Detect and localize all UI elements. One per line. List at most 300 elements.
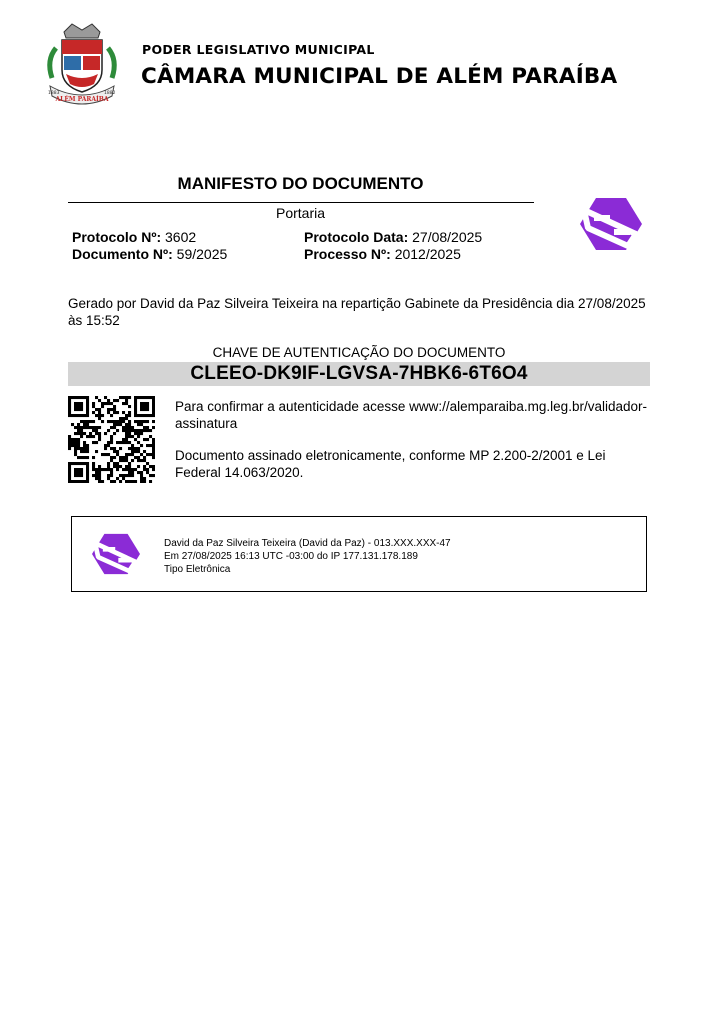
qr-module	[152, 456, 155, 459]
qr-module	[128, 420, 131, 423]
qr-module	[68, 462, 71, 465]
qr-module	[113, 408, 116, 411]
qr-module	[68, 411, 71, 414]
qr-module	[152, 474, 155, 477]
qr-module	[68, 414, 71, 417]
qr-module	[113, 462, 116, 465]
qr-module	[101, 480, 104, 483]
qr-module	[152, 414, 155, 417]
qr-module	[137, 441, 140, 444]
qr-module	[92, 462, 95, 465]
qr-module	[122, 459, 125, 462]
org-subtitle: PODER LEGISLATIVO MUNICIPAL	[142, 42, 375, 57]
qr-module	[134, 468, 137, 471]
qr-module	[80, 450, 83, 453]
qr-module	[77, 423, 80, 426]
qr-module	[152, 438, 155, 441]
qr-module	[152, 420, 155, 423]
qr-module	[77, 456, 80, 459]
title-divider	[68, 202, 534, 203]
qr-module	[95, 426, 98, 429]
qr-module	[95, 477, 98, 480]
qr-module	[83, 480, 86, 483]
qr-module	[68, 468, 71, 471]
qr-module	[110, 426, 113, 429]
qr-module	[77, 396, 80, 399]
qr-module	[107, 420, 110, 423]
qr-module	[77, 462, 80, 465]
qr-module	[140, 444, 143, 447]
qr-module	[143, 396, 146, 399]
qr-module	[83, 444, 86, 447]
documento-value: 59/2025	[172, 246, 228, 262]
qr-module	[137, 450, 140, 453]
qr-module	[137, 429, 140, 432]
qr-module	[110, 471, 113, 474]
qr-module	[140, 420, 143, 423]
qr-module	[92, 441, 95, 444]
qr-module	[125, 426, 128, 429]
qr-module	[146, 429, 149, 432]
protocolo-value: 3602	[161, 229, 197, 245]
qr-module	[149, 444, 152, 447]
qr-module	[119, 447, 122, 450]
qr-module	[134, 414, 137, 417]
qr-module	[74, 396, 77, 399]
qr-module	[143, 465, 146, 468]
qr-module	[71, 414, 74, 417]
qr-module	[101, 468, 104, 471]
qr-module	[98, 438, 101, 441]
processo-field	[304, 246, 461, 262]
qr-module	[68, 447, 71, 450]
qr-module	[89, 426, 92, 429]
org-title: CÂMARA MUNICIPAL DE ALÉM PARAÍBA	[141, 64, 618, 89]
qr-module	[80, 474, 83, 477]
qr-module	[128, 474, 131, 477]
qr-module	[86, 414, 89, 417]
qr-module	[92, 465, 95, 468]
qr-module	[152, 444, 155, 447]
qr-module	[128, 441, 131, 444]
qr-module	[143, 459, 146, 462]
qr-module	[107, 474, 110, 477]
qr-module	[122, 441, 125, 444]
qr-module	[152, 426, 155, 429]
qr-module	[149, 474, 152, 477]
qr-module	[74, 444, 77, 447]
brand-logo-icon	[580, 198, 642, 250]
qr-module	[83, 423, 86, 426]
qr-module	[125, 459, 128, 462]
processo-label: Processo Nº:	[304, 246, 391, 262]
qr-module	[113, 450, 116, 453]
qr-module	[68, 465, 71, 468]
qr-module	[137, 396, 140, 399]
qr-module	[119, 480, 122, 483]
qr-module	[77, 414, 80, 417]
qr-module	[131, 429, 134, 432]
qr-module	[134, 396, 137, 399]
qr-module	[80, 447, 83, 450]
qr-module	[113, 399, 116, 402]
qr-module	[128, 468, 131, 471]
qr-module	[86, 405, 89, 408]
qr-module	[92, 429, 95, 432]
qr-module	[86, 450, 89, 453]
qr-module	[134, 402, 137, 405]
qr-module	[128, 462, 131, 465]
qr-module	[86, 399, 89, 402]
qr-module	[98, 411, 101, 414]
qr-module	[149, 429, 152, 432]
qr-module	[74, 438, 77, 441]
qr-module	[83, 396, 86, 399]
qr-module	[101, 420, 104, 423]
qr-module	[77, 408, 80, 411]
qr-module	[104, 402, 107, 405]
qr-module	[77, 444, 80, 447]
qr-module	[95, 441, 98, 444]
qr-module	[104, 453, 107, 456]
qr-module	[74, 414, 77, 417]
qr-module	[128, 414, 131, 417]
qr-module	[92, 402, 95, 405]
signature-timestamp: Em 27/08/2025 16:13 UTC -03:00 do IP 177.131.178.189	[164, 551, 418, 562]
qr-module	[80, 468, 83, 471]
qr-module	[110, 441, 113, 444]
qr-module	[86, 474, 89, 477]
qr-module	[95, 414, 98, 417]
qr-module	[107, 468, 110, 471]
qr-module	[86, 435, 89, 438]
qr-module	[80, 456, 83, 459]
qr-module	[107, 465, 110, 468]
qr-module	[140, 396, 143, 399]
coat-year-left: 1883	[48, 91, 60, 96]
qr-module	[86, 447, 89, 450]
qr-module	[134, 456, 137, 459]
qr-module	[110, 408, 113, 411]
qr-module	[146, 444, 149, 447]
qr-module	[131, 471, 134, 474]
qr-module	[95, 471, 98, 474]
qr-module	[95, 396, 98, 399]
qr-module	[74, 453, 77, 456]
qr-module	[143, 477, 146, 480]
qr-module	[95, 474, 98, 477]
qr-module	[80, 429, 83, 432]
qr-module	[71, 480, 74, 483]
qr-module	[143, 408, 146, 411]
qr-module	[116, 453, 119, 456]
qr-module	[110, 438, 113, 441]
qr-module	[107, 411, 110, 414]
qr-module	[137, 465, 140, 468]
qr-module	[152, 468, 155, 471]
qr-module	[119, 456, 122, 459]
qr-module	[131, 459, 134, 462]
qr-module	[122, 396, 125, 399]
qr-module	[143, 450, 146, 453]
qr-module	[113, 405, 116, 408]
qr-module	[107, 477, 110, 480]
qr-module	[146, 468, 149, 471]
qr-module	[110, 420, 113, 423]
qr-module	[119, 474, 122, 477]
qr-module	[113, 480, 116, 483]
qr-module	[134, 411, 137, 414]
qr-module	[143, 402, 146, 405]
manifest-title: MANIFESTO DO DOCUMENTO	[177, 174, 424, 193]
qr-module	[107, 402, 110, 405]
qr-module	[140, 408, 143, 411]
qr-module	[95, 468, 98, 471]
qr-module	[71, 462, 74, 465]
qr-module	[122, 429, 125, 432]
qr-code[interactable]	[68, 396, 155, 483]
qr-module	[143, 420, 146, 423]
qr-module	[143, 414, 146, 417]
qr-module	[80, 426, 83, 429]
auth-code: CLEEO-DK9IF-LGVSA-7HBK6-6T6O4	[190, 363, 528, 384]
qr-module	[137, 471, 140, 474]
qr-module	[131, 447, 134, 450]
qr-module	[68, 471, 71, 474]
qr-module	[74, 408, 77, 411]
qr-module	[104, 444, 107, 447]
qr-module	[113, 465, 116, 468]
qr-module	[146, 462, 149, 465]
qr-module	[143, 468, 146, 471]
qr-module	[128, 465, 131, 468]
qr-module	[137, 432, 140, 435]
qr-module	[116, 420, 119, 423]
qr-module	[107, 399, 110, 402]
qr-module	[68, 408, 71, 411]
qr-module	[131, 468, 134, 471]
qr-module	[134, 447, 137, 450]
qr-module	[149, 435, 152, 438]
qr-module	[125, 468, 128, 471]
qr-module	[125, 432, 128, 435]
qr-module	[86, 426, 89, 429]
qr-module	[128, 453, 131, 456]
qr-module	[128, 480, 131, 483]
qr-module	[107, 462, 110, 465]
qr-module	[137, 447, 140, 450]
qr-module	[125, 480, 128, 483]
qr-module	[134, 480, 137, 483]
qr-module	[149, 480, 152, 483]
qr-module	[125, 441, 128, 444]
qr-module	[137, 414, 140, 417]
qr-module	[140, 402, 143, 405]
qr-module	[80, 402, 83, 405]
qr-module	[74, 480, 77, 483]
qr-module	[131, 450, 134, 453]
qr-module	[83, 414, 86, 417]
qr-module	[128, 411, 131, 414]
signature-brand-icon	[92, 533, 140, 575]
qr-module	[86, 480, 89, 483]
qr-module	[77, 402, 80, 405]
qr-module	[122, 474, 125, 477]
qr-module	[83, 441, 86, 444]
qr-module	[116, 411, 119, 414]
qr-module	[149, 453, 152, 456]
qr-module	[92, 420, 95, 423]
qr-module	[116, 477, 119, 480]
qr-module	[98, 408, 101, 411]
qr-module	[86, 477, 89, 480]
auth-key-label: CHAVE DE AUTENTICAÇÃO DO DOCUMENTO	[212, 345, 506, 360]
qr-module	[152, 411, 155, 414]
qr-module	[125, 429, 128, 432]
qr-module	[146, 438, 149, 441]
qr-module	[92, 405, 95, 408]
qr-module	[98, 435, 101, 438]
qr-module	[149, 396, 152, 399]
qr-module	[107, 453, 110, 456]
qr-module	[119, 423, 122, 426]
qr-module	[68, 396, 71, 399]
qr-module	[134, 450, 137, 453]
qr-module	[125, 399, 128, 402]
qr-module	[116, 462, 119, 465]
qr-module	[80, 480, 83, 483]
qr-module	[152, 447, 155, 450]
qr-module	[107, 408, 110, 411]
qr-module	[113, 432, 116, 435]
qr-module	[101, 453, 104, 456]
qr-module	[95, 408, 98, 411]
qr-module	[110, 480, 113, 483]
qr-module	[71, 396, 74, 399]
qr-module	[74, 462, 77, 465]
qr-module	[77, 438, 80, 441]
qr-module	[134, 408, 137, 411]
qr-module	[74, 474, 77, 477]
qr-module	[137, 420, 140, 423]
qr-module	[143, 426, 146, 429]
qr-module	[74, 402, 77, 405]
qr-module	[128, 423, 131, 426]
qr-module	[146, 426, 149, 429]
qr-module	[101, 402, 104, 405]
qr-module	[74, 426, 77, 429]
qr-module	[125, 414, 128, 417]
qr-module	[86, 456, 89, 459]
qr-module	[68, 477, 71, 480]
qr-module	[71, 444, 74, 447]
qr-module	[107, 444, 110, 447]
qr-module	[146, 420, 149, 423]
qr-module	[71, 423, 74, 426]
qr-module	[113, 447, 116, 450]
qr-module	[122, 477, 125, 480]
qr-module	[146, 402, 149, 405]
qr-module	[152, 450, 155, 453]
qr-module	[77, 480, 80, 483]
processo-value: 2012/2025	[390, 246, 461, 262]
qr-module	[110, 474, 113, 477]
qr-module	[128, 471, 131, 474]
qr-module	[140, 423, 143, 426]
qr-module	[104, 396, 107, 399]
qr-module	[71, 438, 74, 441]
qr-module	[134, 432, 137, 435]
qr-module	[122, 420, 125, 423]
qr-module	[77, 468, 80, 471]
qr-module	[131, 474, 134, 477]
qr-module	[80, 420, 83, 423]
qr-module	[68, 402, 71, 405]
qr-module	[83, 447, 86, 450]
qr-module	[119, 420, 122, 423]
qr-module	[119, 396, 122, 399]
qr-module	[146, 414, 149, 417]
qr-module	[131, 444, 134, 447]
qr-module	[80, 462, 83, 465]
qr-module	[125, 465, 128, 468]
qr-module	[152, 405, 155, 408]
qr-module	[104, 432, 107, 435]
qr-module	[122, 456, 125, 459]
qr-module	[98, 432, 101, 435]
qr-module	[134, 405, 137, 408]
qr-module	[125, 396, 128, 399]
qr-module	[83, 450, 86, 453]
qr-module	[125, 474, 128, 477]
qr-module	[140, 429, 143, 432]
qr-module	[77, 432, 80, 435]
qr-module	[116, 399, 119, 402]
signer-name: David da Paz Silveira Teixeira (David da Paz) - 013.XXX.XXX-47	[164, 538, 451, 549]
qr-module	[98, 399, 101, 402]
qr-module	[89, 432, 92, 435]
qr-module	[134, 399, 137, 402]
qr-module	[86, 396, 89, 399]
qr-module	[119, 417, 122, 420]
qr-module	[92, 435, 95, 438]
qr-module	[68, 480, 71, 483]
qr-module	[122, 468, 125, 471]
qr-module	[74, 450, 77, 453]
qr-module	[143, 456, 146, 459]
qr-module	[113, 411, 116, 414]
qr-module	[137, 435, 140, 438]
qr-module	[113, 426, 116, 429]
qr-module	[119, 441, 122, 444]
coat-of-arms-logo	[42, 20, 122, 112]
confirm-authenticity-text: Para confirmar a autenticidade acesse www://alemparaiba.mg.leg.br/validador-assinatura	[175, 399, 647, 431]
qr-module	[143, 429, 146, 432]
qr-module	[68, 441, 71, 444]
qr-module	[119, 459, 122, 462]
qr-module	[131, 453, 134, 456]
qr-module	[116, 468, 119, 471]
qr-module	[134, 438, 137, 441]
qr-module	[80, 396, 83, 399]
electronic-signature-note: Documento assinado eletronicamente, conforme MP 2.200-2/2001 e Lei Federal 14.063/2020.	[175, 448, 606, 480]
qr-module	[98, 474, 101, 477]
qr-module	[86, 411, 89, 414]
qr-module	[86, 402, 89, 405]
qr-module	[116, 465, 119, 468]
qr-module	[110, 447, 113, 450]
protocolo-field	[72, 229, 196, 245]
